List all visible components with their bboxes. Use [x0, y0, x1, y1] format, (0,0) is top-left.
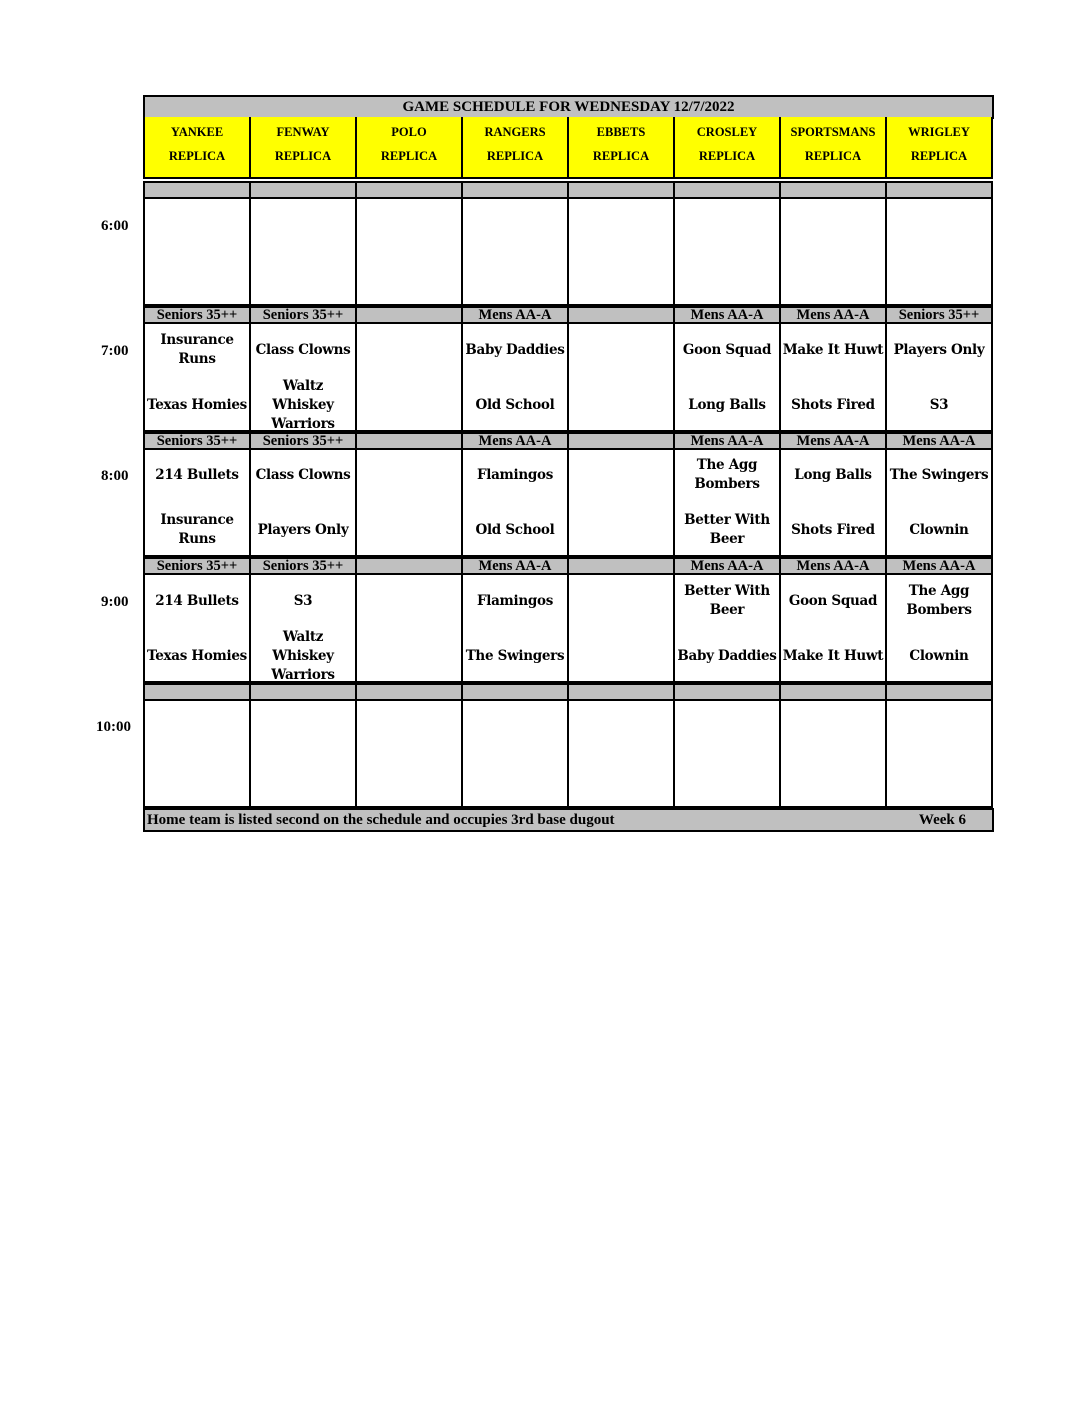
division-label: Seniors 35++	[887, 306, 993, 324]
division-label	[569, 557, 675, 575]
field-subtitle: REPLICA	[698, 149, 756, 163]
game-cell	[251, 448, 357, 557]
division-row	[143, 557, 993, 575]
division-label	[357, 557, 463, 575]
home-team: Players Only	[257, 521, 349, 538]
game-cell	[675, 574, 781, 683]
visiting-team: The Agg Bombers	[694, 457, 760, 492]
game-cell	[251, 323, 357, 432]
home-team: Shots Fired	[791, 396, 875, 413]
visiting-team: The Swingers	[889, 466, 989, 483]
game-cell	[251, 699, 357, 808]
home-team: Texas Homies	[147, 647, 247, 664]
footer-note: Home team is listed second on the schedule and occupies 3rd base dugout	[147, 812, 615, 828]
game-cell	[887, 448, 993, 557]
game-cell	[569, 197, 675, 306]
division-label	[569, 306, 675, 324]
field-subtitle: REPLICA	[910, 149, 968, 163]
field-subtitle: REPLICA	[274, 149, 332, 163]
field-subtitle: REPLICA	[168, 149, 226, 163]
game-cell	[887, 574, 993, 683]
game-cell	[251, 574, 357, 683]
division-label: Mens AA-A	[887, 557, 993, 575]
field-subtitle: REPLICA	[804, 149, 862, 163]
field-subtitle: REPLICA	[380, 149, 438, 163]
visiting-team: Insurance Runs	[160, 332, 234, 367]
field-header	[143, 117, 251, 179]
game-cell	[357, 574, 463, 683]
visiting-team: Class Clowns	[255, 466, 351, 483]
field-header	[887, 117, 993, 179]
home-team: Make It Huwt	[782, 647, 884, 664]
visiting-team: Better With Beer	[684, 583, 770, 618]
field-name: YANKEE	[170, 125, 224, 139]
game-cell	[463, 323, 569, 432]
visiting-team: S3	[293, 592, 313, 609]
game-cell	[569, 323, 675, 432]
field-header	[463, 117, 569, 179]
game-cell	[675, 699, 781, 808]
field-header-row	[143, 117, 993, 179]
field-header	[251, 117, 357, 179]
division-label: Seniors 35++	[251, 432, 357, 450]
game-cell	[781, 574, 887, 683]
visiting-team: Goon Squad	[682, 341, 772, 358]
division-label: Mens AA-A	[675, 432, 781, 450]
visiting-team: The Agg Bombers	[906, 583, 972, 618]
visiting-team: Class Clowns	[255, 341, 351, 358]
field-name: RANGERS	[484, 125, 546, 139]
time-slot-row	[143, 448, 993, 557]
field-name: CROSLEY	[696, 125, 758, 139]
field-header	[781, 117, 887, 179]
division-label: Seniors 35++	[251, 306, 357, 324]
game-cell	[675, 197, 781, 306]
home-team: Long Balls	[688, 396, 766, 413]
time-slot-row	[143, 699, 993, 808]
home-team: Better With Beer	[684, 512, 770, 547]
time-slot-row	[143, 323, 993, 432]
game-cell	[143, 448, 251, 557]
field-name: WRIGLEY	[908, 125, 970, 139]
visiting-team: Flamingos	[476, 592, 554, 609]
division-label: Seniors 35++	[143, 557, 251, 575]
home-team: Old School	[475, 521, 555, 538]
game-cell	[781, 448, 887, 557]
game-cell	[357, 699, 463, 808]
game-cell	[887, 699, 993, 808]
game-cell	[463, 574, 569, 683]
time-label: 10:00	[96, 719, 131, 735]
division-label: Mens AA-A	[781, 306, 887, 324]
home-team: Baby Daddies	[677, 647, 777, 664]
game-cell	[463, 197, 569, 306]
game-cell	[675, 448, 781, 557]
home-team: Waltz Whiskey Warriors	[271, 377, 335, 432]
game-cell	[251, 197, 357, 306]
field-header	[675, 117, 781, 179]
home-team: Clownin	[909, 521, 969, 538]
time-label: 6:00	[101, 218, 129, 234]
division-label: Seniors 35++	[143, 306, 251, 324]
game-cell	[143, 699, 251, 808]
home-team: Shots Fired	[791, 521, 875, 538]
division-label: Mens AA-A	[463, 432, 569, 450]
visiting-team: Goon Squad	[788, 592, 878, 609]
game-cell	[143, 197, 251, 306]
game-cell	[357, 197, 463, 306]
visiting-team: 214 Bullets	[155, 592, 239, 609]
game-cell	[143, 323, 251, 432]
visiting-team: Baby Daddies	[465, 341, 565, 358]
home-team: Waltz Whiskey Warriors	[271, 628, 335, 683]
division-label: Mens AA-A	[675, 306, 781, 324]
game-cell	[569, 574, 675, 683]
time-label: 9:00	[101, 594, 129, 610]
visiting-team: Players Only	[893, 341, 985, 358]
home-team: Texas Homies	[147, 396, 247, 413]
division-label: Seniors 35++	[143, 432, 251, 450]
game-cell	[143, 574, 251, 683]
game-cell	[887, 323, 993, 432]
schedule-title: GAME SCHEDULE FOR WEDNESDAY 12/7/2022	[143, 95, 994, 119]
visiting-team: Make It Huwt	[782, 341, 884, 358]
field-name: FENWAY	[276, 125, 330, 139]
division-label: Mens AA-A	[463, 306, 569, 324]
visiting-team: Flamingos	[476, 466, 554, 483]
game-cell	[357, 323, 463, 432]
schedule-footer	[143, 808, 994, 832]
game-cell	[463, 699, 569, 808]
field-name: SPORTSMANS	[790, 125, 876, 139]
game-cell	[569, 448, 675, 557]
division-label: Mens AA-A	[675, 557, 781, 575]
time-label: 8:00	[101, 468, 129, 484]
division-label: Seniors 35++	[251, 557, 357, 575]
field-subtitle: REPLICA	[592, 149, 650, 163]
visiting-team: 214 Bullets	[155, 466, 239, 483]
field-subtitle: REPLICA	[486, 149, 544, 163]
time-label: 7:00	[101, 343, 129, 359]
division-label: Mens AA-A	[781, 557, 887, 575]
home-team: Old School	[475, 396, 555, 413]
game-cell	[357, 448, 463, 557]
home-team: Clownin	[909, 647, 969, 664]
division-label: Mens AA-A	[887, 432, 993, 450]
division-label	[357, 306, 463, 324]
game-cell	[781, 699, 887, 808]
game-cell	[781, 197, 887, 306]
division-label: Mens AA-A	[463, 557, 569, 575]
game-cell	[463, 448, 569, 557]
home-team: The Swingers	[465, 647, 565, 664]
home-team: S3	[929, 396, 949, 413]
field-header	[357, 117, 463, 179]
home-team: Insurance Runs	[160, 512, 234, 547]
game-cell	[781, 323, 887, 432]
division-label: Mens AA-A	[781, 432, 887, 450]
game-cell	[675, 323, 781, 432]
time-slot-row	[143, 197, 993, 306]
division-row	[143, 306, 993, 324]
field-name: EBBETS	[596, 125, 646, 139]
visiting-team: Long Balls	[794, 466, 872, 483]
game-cell	[569, 699, 675, 808]
time-slot-row	[143, 574, 993, 683]
game-cell	[887, 197, 993, 306]
week-label: Week 6	[918, 812, 966, 828]
field-header	[569, 117, 675, 179]
field-name: POLO	[391, 125, 427, 139]
